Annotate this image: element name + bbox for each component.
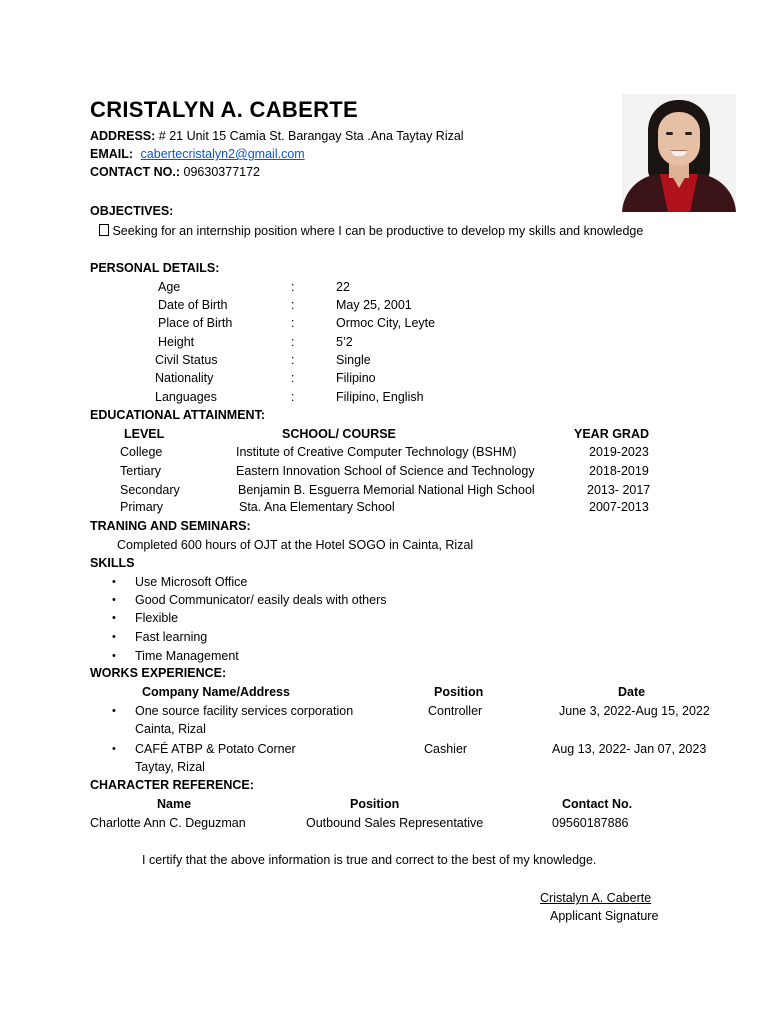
education-level: Tertiary — [120, 464, 161, 478]
work-col-date: Date — [618, 685, 646, 699]
pd-value: May 25, 2001 — [336, 298, 412, 312]
skill-item: Fast learning — [135, 630, 208, 644]
pd-value: 5’2 — [336, 335, 353, 349]
education-level: College — [120, 445, 163, 459]
personal-row — [0, 297, 768, 315]
pd-label: Place of Birth — [158, 316, 233, 330]
pd-colon: : — [291, 335, 295, 349]
education-school: Institute of Creative Computer Technology (BSHM) — [236, 445, 517, 459]
pd-value: Ormoc City, Leyte — [336, 316, 436, 330]
reference-col-position: Position — [350, 797, 400, 811]
signature-name: Cristalyn A. Caberte — [540, 891, 652, 905]
pd-value: 22 — [336, 280, 350, 294]
work-date: June 3, 2022-Aug 15, 2022 — [559, 704, 710, 718]
contact-value: 09630377172 — [183, 165, 261, 179]
pd-value: Filipino — [336, 371, 376, 385]
pd-colon: : — [291, 371, 295, 385]
work-company: One source facility services corporation — [135, 704, 354, 718]
contact-line — [90, 164, 260, 180]
training-text: Completed 600 hours of OJT at the Hotel SOGO in Cainta, Rizal — [117, 538, 474, 552]
education-col-school: SCHOOL/ COURSE — [282, 427, 396, 441]
certification-text: I certify that the above information is true and correct to the best of my knowledge. — [142, 853, 597, 867]
work-address: Taytay, Rizal — [135, 760, 205, 774]
pd-colon: : — [291, 353, 295, 367]
education-school: Benjamin B. Esguerra Memorial National High School — [238, 483, 535, 497]
education-col-level: LEVEL — [124, 427, 165, 441]
pd-label: Civil Status — [155, 353, 218, 367]
reference-col-contact: Contact No. — [562, 797, 633, 811]
reference-name: Charlotte Ann C. Deguzman — [90, 816, 246, 830]
bullet-icon: • — [112, 576, 116, 588]
personal-row — [0, 370, 768, 388]
personal-row — [0, 389, 768, 407]
pd-value: Filipino, English — [336, 390, 424, 404]
missing-glyph-icon — [99, 224, 109, 236]
personal-details-heading: PERSONAL DETAILS: — [90, 261, 220, 275]
education-level: Secondary — [120, 483, 180, 497]
personal-row — [0, 334, 768, 352]
address-label: ADDRESS: — [90, 129, 156, 143]
objectives-text: Seeking for an internship position where I can be productive to develop my skills and knowledge — [99, 223, 643, 239]
skill-item: Time Management — [135, 649, 239, 663]
reference-position: Outbound Sales Representative — [306, 816, 484, 830]
pd-label: Languages — [155, 390, 217, 404]
personal-row — [0, 279, 768, 297]
education-col-year: YEAR GRAD — [574, 427, 650, 441]
email-label: EMAIL: — [90, 147, 134, 161]
pd-colon: : — [291, 316, 295, 330]
pd-colon: : — [291, 298, 295, 312]
bullet-icon: • — [112, 612, 116, 624]
pd-colon: : — [291, 390, 295, 404]
skill-item: Flexible — [135, 611, 179, 625]
applicant-photo — [622, 94, 736, 212]
work-col-position: Position — [434, 685, 484, 699]
pd-colon: : — [291, 280, 295, 294]
bullet-icon: • — [112, 705, 116, 717]
education-school: Sta. Ana Elementary School — [239, 500, 395, 514]
work-date: Aug 13, 2022- Jan 07, 2023 — [552, 742, 707, 756]
reference-col-name: Name — [157, 797, 192, 811]
work-heading: WORKS EXPERIENCE: — [90, 666, 227, 680]
pd-label: Height — [158, 335, 195, 349]
pd-label: Date of Birth — [158, 298, 228, 312]
personal-row — [0, 352, 768, 370]
skills-heading: SKILLS — [90, 556, 135, 570]
address-line — [90, 128, 464, 144]
education-school: Eastern Innovation School of Science and Technology — [236, 464, 535, 478]
education-year: 2013- 2017 — [587, 483, 651, 497]
applicant-name: CRISTALYN A. CABERTE — [90, 97, 358, 122]
reference-contact: 09560187886 — [552, 816, 629, 830]
email-line — [90, 146, 305, 162]
education-level: Primary — [120, 500, 164, 514]
education-heading: EDUCATIONAL ATTAINMENT: — [90, 408, 265, 422]
bullet-icon: • — [112, 650, 116, 662]
work-col-company: Company Name/Address — [142, 685, 290, 699]
email-link[interactable]: cabertecristalyn2@gmail.com — [140, 147, 305, 161]
pd-label: Age — [158, 280, 181, 294]
reference-heading: CHARACTER REFERENCE: — [90, 778, 254, 792]
skill-item: Use Microsoft Office — [135, 575, 248, 589]
training-heading: TRANING AND SEMINARS: — [90, 519, 251, 533]
bullet-icon: • — [112, 743, 116, 755]
work-company: CAFÉ ATBP & Potato Corner — [135, 742, 296, 756]
pd-label: Nationality — [155, 371, 214, 385]
address-value: # 21 Unit 15 Camia St. Barangay Sta .Ana Taytay Rizal — [158, 129, 464, 143]
education-year: 2019-2023 — [589, 445, 649, 459]
bullet-icon: • — [112, 594, 116, 606]
work-position: Controller — [428, 704, 483, 718]
contact-label: CONTACT NO.: — [90, 165, 181, 179]
objectives-heading: OBJECTIVES: — [90, 204, 174, 218]
work-address: Cainta, Rizal — [135, 722, 206, 736]
education-year: 2007-2013 — [589, 500, 649, 514]
signature-caption: Applicant Signature — [550, 909, 659, 923]
personal-row — [0, 315, 768, 333]
work-position: Cashier — [424, 742, 468, 756]
bullet-icon: • — [112, 631, 116, 643]
skill-item: Good Communicator/ easily deals with others — [135, 593, 387, 607]
pd-value: Single — [336, 353, 371, 367]
education-year: 2018-2019 — [589, 464, 649, 478]
